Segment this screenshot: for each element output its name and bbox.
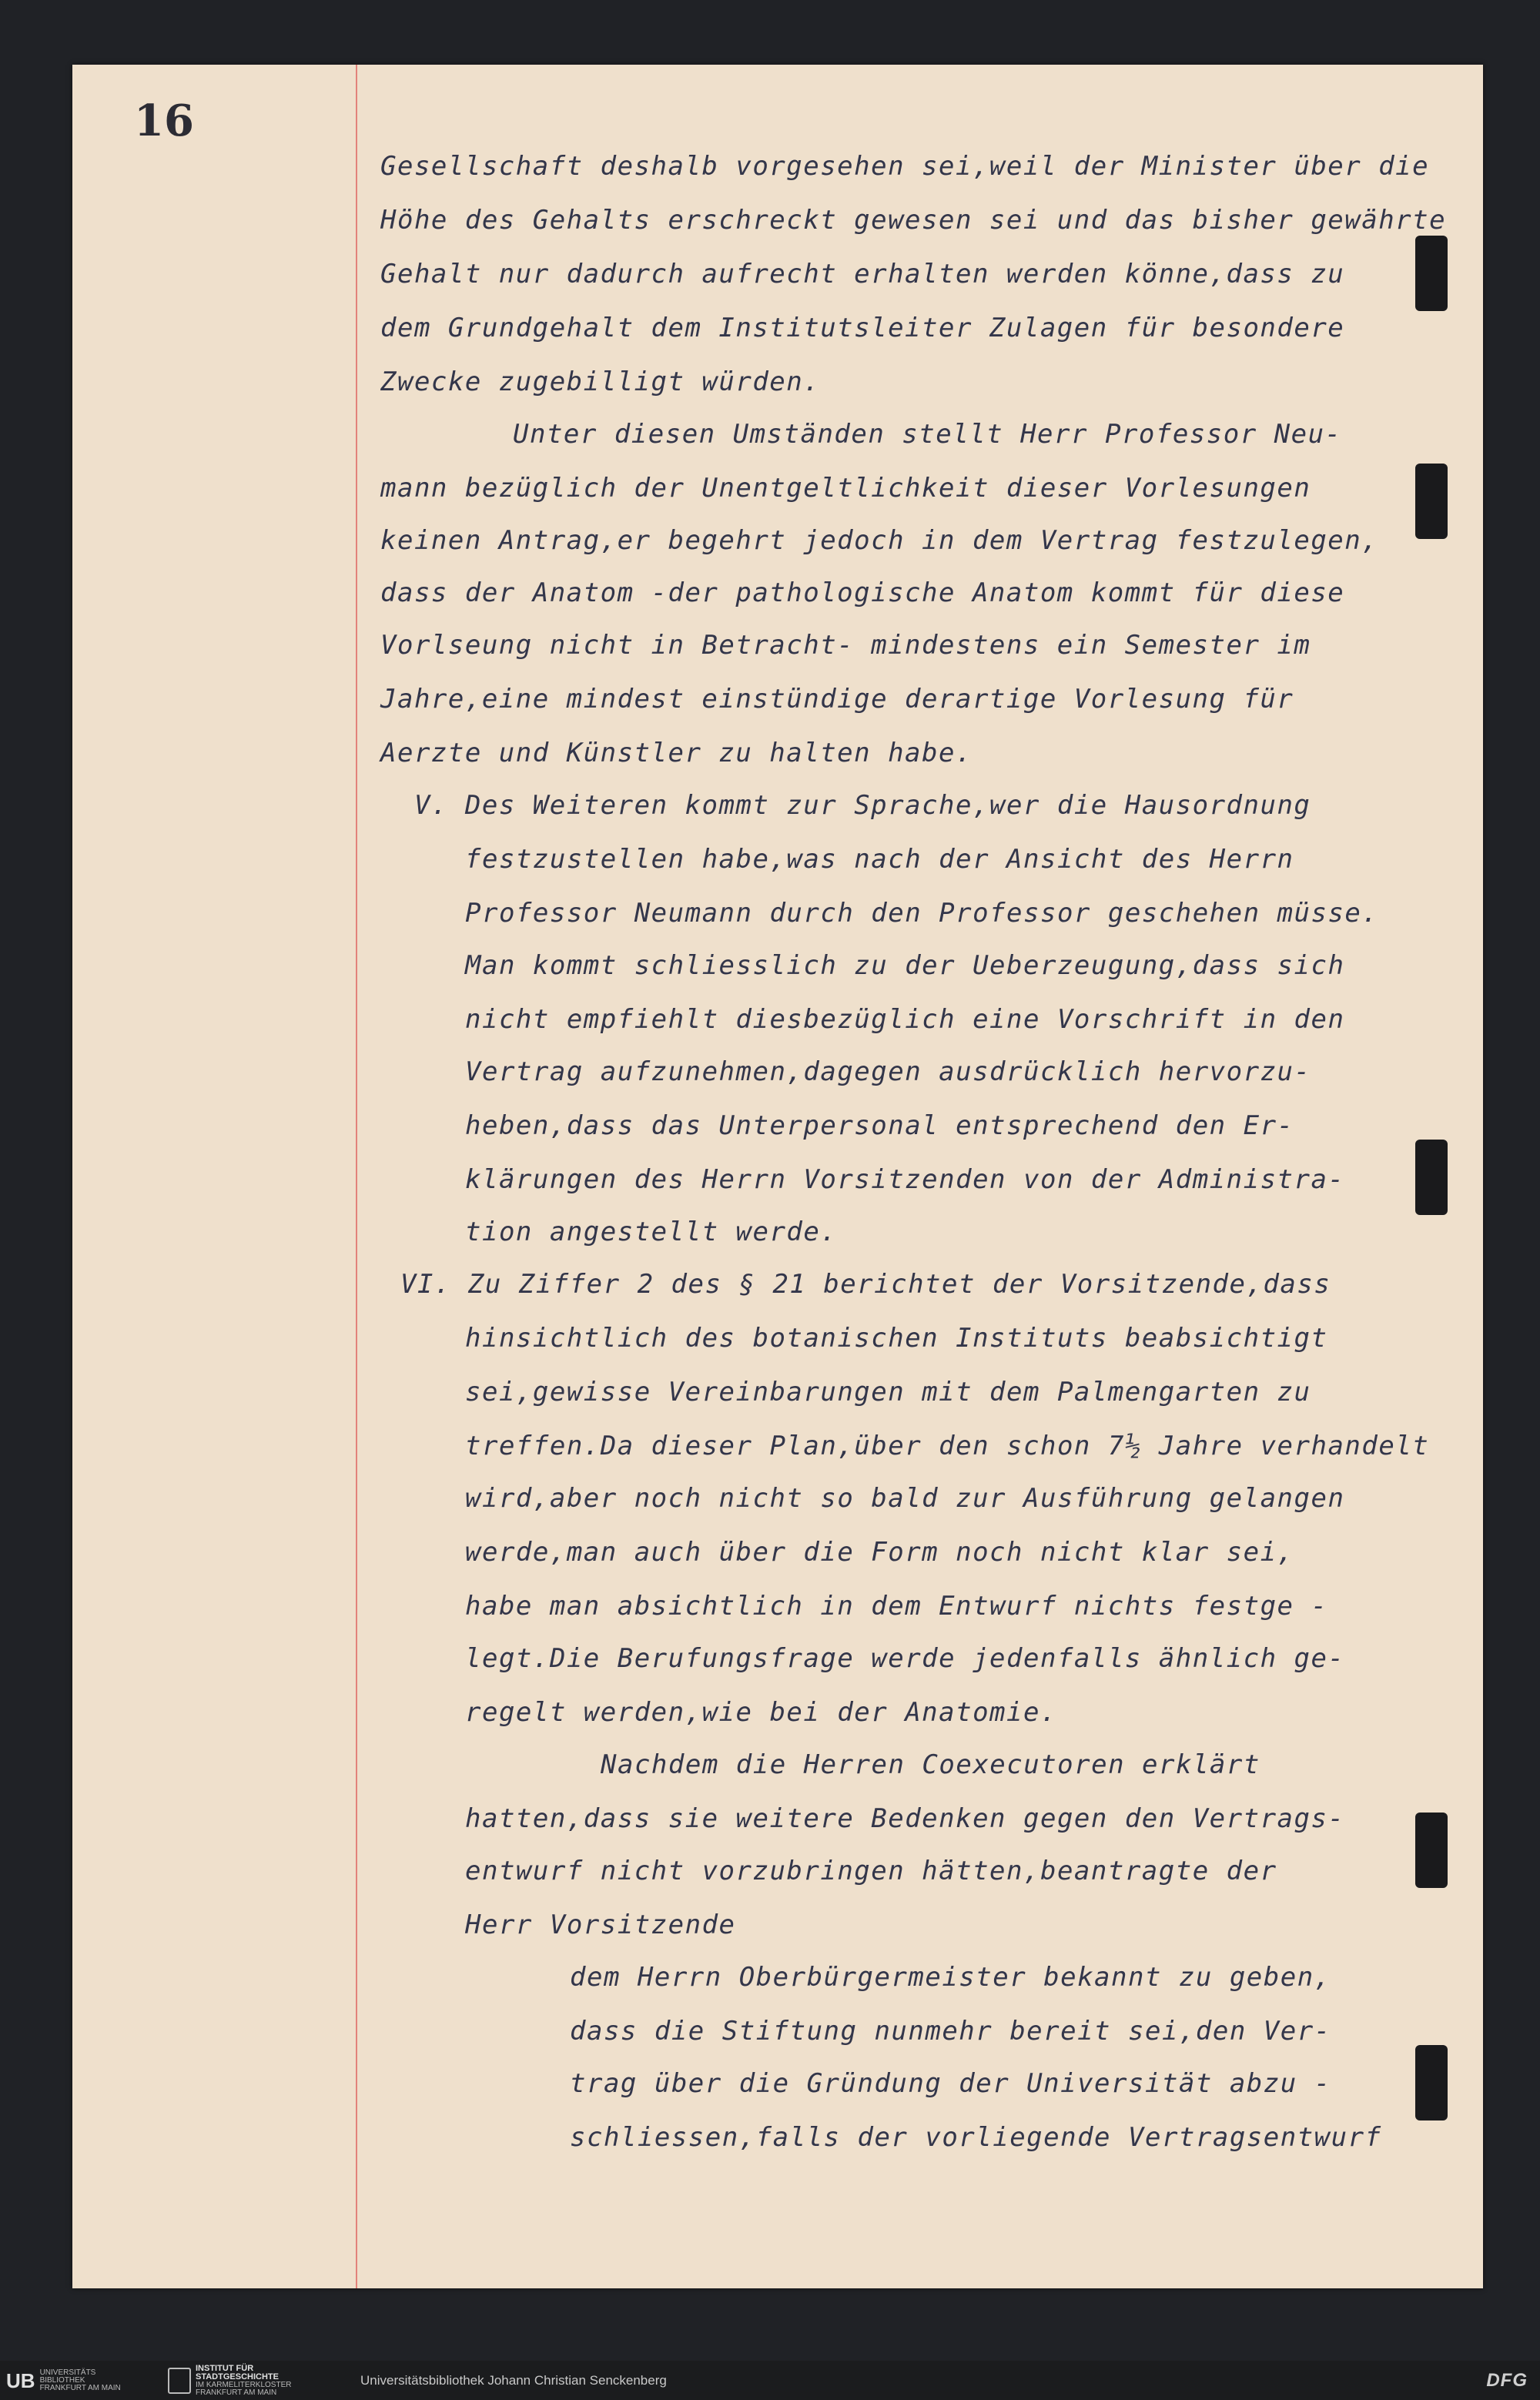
institute-title-line: INSTITUT FÜR [196, 2364, 254, 2373]
text-line: treffen.Da dieser Plan,über den schon 7½ Jahre verhandelt [465, 1431, 1430, 1461]
institute-sub-line: IM KARMELITERKLOSTER [196, 2381, 292, 2389]
text-line: nicht empfiehlt diesbezüglich eine Vorschrift in den [465, 1004, 1345, 1035]
institute-text [196, 2365, 291, 2397]
typed-text-body [72, 65, 1483, 2288]
punch-hole [1415, 464, 1448, 539]
text-line: Gesellschaft deshalb vorgesehen sei,weil der Minister über die [380, 151, 1430, 182]
text-line: werde,man auch über die Form noch nicht klar sei, [465, 1537, 1294, 1568]
text-line: dem Grundgehalt dem Institutsleiter Zulagen für besondere [380, 313, 1345, 343]
document-page [72, 65, 1483, 2288]
text-line: festzustellen habe,was nach der Ansicht des Herrn [465, 844, 1294, 875]
ub-logo [6, 2368, 121, 2393]
punch-hole [1415, 236, 1448, 311]
text-line: Unter diesen Umständen stellt Herr Professor Neu- [513, 419, 1342, 450]
text-line: Professor Neumann durch den Professor geschehen müsse. [465, 898, 1379, 929]
text-line: Man kommt schliesslich zu der Ueberzeugung,dass sich [465, 950, 1345, 981]
text-line: keinen Antrag,er begehrt jedoch in dem Vertrag festzulegen, [380, 525, 1379, 556]
ub-sub-line: BIBLIOTHEK [39, 2376, 85, 2385]
ub-sub-line: FRANKFURT AM MAIN [39, 2384, 121, 2392]
text-line: entwurf nicht vorzubringen hätten,beantragte der [465, 1856, 1277, 1886]
text-line: dass die Stiftung nunmehr bereit sei,den Ver- [570, 2016, 1331, 2047]
text-line: V. Des Weiteren kommt zur Sprache,wer die Hausordnung [414, 790, 1311, 821]
text-line: Zwecke zugebilligt würden. [380, 367, 821, 397]
text-line: trag über die Gründung der Universität abzu - [570, 2068, 1331, 2099]
text-line: Herr Vorsitzende [465, 1910, 736, 1940]
ub-sub-line: UNIVERSITÄTS [39, 2368, 96, 2377]
institute-title-line: STADTGESCHICHTE [196, 2372, 279, 2382]
text-line: tion angestellt werde. [465, 1217, 838, 1247]
text-line: Höhe des Gehalts erschreckt gewesen sei und das bisher gewährte [380, 205, 1447, 236]
ub-mark: UB [6, 2368, 35, 2392]
text-line: regelt werden,wie bei der Anatomie. [465, 1697, 1057, 1728]
text-line: Gehalt nur dadurch aufrecht erhalten werden könne,dass zu [380, 259, 1345, 290]
punch-hole [1415, 1140, 1448, 1215]
library-name: Universitätsbibliothek Johann Christian Senckenberg [360, 2373, 667, 2388]
footer-bar [0, 2361, 1540, 2400]
institute-emblem-icon [168, 2368, 191, 2394]
punch-hole [1415, 2045, 1448, 2121]
punch-hole [1415, 1813, 1448, 1888]
text-line: VI. Zu Ziffer 2 des § 21 berichtet der Vorsitzende,dass [400, 1269, 1331, 1300]
text-line: Vorlseung nicht in Betracht- mindestens ein Semester im [380, 630, 1311, 661]
text-line: klärungen des Herrn Vorsitzenden von der Administra- [465, 1164, 1345, 1195]
text-line: Jahre,eine mindest einstündige derartige Vorlesung für [380, 684, 1294, 715]
text-line: dem Herrn Oberbürgermeister bekannt zu geben, [570, 1962, 1331, 1993]
text-line: Nachdem die Herren Coexecutoren erklärt [601, 1749, 1260, 1780]
institute-logo [168, 2364, 292, 2397]
text-line: wird,aber noch nicht so bald zur Ausführung gelangen [465, 1483, 1345, 1514]
text-line: schliessen,falls der vorliegende Vertragsentwurf [570, 2122, 1382, 2153]
text-line: heben,dass das Unterpersonal entsprechend den Er- [465, 1110, 1294, 1141]
text-line: mann bezüglich der Unentgeltlichkeit dieser Vorlesungen [380, 473, 1311, 504]
text-line: hatten,dass sie weitere Bedenken gegen den Vertrags- [465, 1803, 1345, 1834]
page-number: 16 [134, 95, 194, 146]
institute-sub-line: FRANKFURT AM MAIN [196, 2388, 277, 2397]
dfg-logo: DFG [1486, 2370, 1528, 2391]
text-line: legt.Die Berufungsfrage werde jedenfalls ähnlich ge- [465, 1643, 1345, 1674]
text-line: Aerzte und Künstler zu halten habe. [380, 738, 973, 768]
text-line: dass der Anatom -der pathologische Anatom kommt für diese [380, 577, 1345, 608]
ub-subtitle [40, 2369, 121, 2392]
text-line: sei,gewisse Vereinbarungen mit dem Palmengarten zu [465, 1377, 1311, 1408]
text-line: hinsichtlich des botanischen Instituts beabsichtigt [465, 1323, 1328, 1354]
text-line: habe man absichtlich in dem Entwurf nichts festge - [465, 1591, 1328, 1622]
text-line: Vertrag aufzunehmen,dagegen ausdrücklich hervorzu- [465, 1056, 1311, 1087]
